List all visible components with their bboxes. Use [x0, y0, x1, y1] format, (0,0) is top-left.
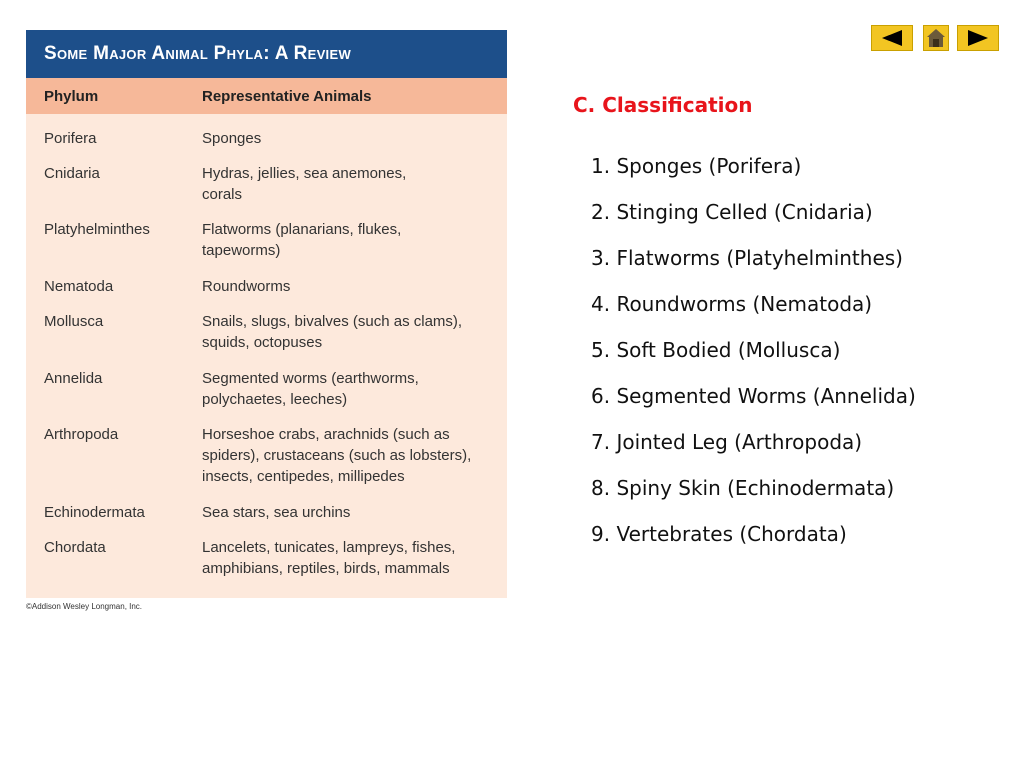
phylum-cell: Platyhelminthes	[44, 221, 150, 238]
phylum-cell: Chordata	[44, 539, 106, 556]
animals-cell: Horseshoe crabs, arachnids (such as spiders), crustaceans (such as lobsters), insects, centipedes, millipedes	[202, 426, 472, 485]
header-phylum: Phylum	[44, 87, 99, 105]
animal-phyla-table	[26, 30, 507, 598]
phylum-cell: Nematoda	[44, 278, 114, 295]
table-header-row	[26, 78, 507, 114]
animals-cell: Flatworms (planarians, flukes, tapeworms)	[202, 221, 402, 259]
animals-cell: Hydras, jellies, sea anemones, corals	[202, 165, 407, 203]
classification-item: 3. Flatworms (Platyhelminthes)	[591, 246, 903, 270]
classification-item: 6. Segmented Worms (Annelida)	[591, 384, 916, 408]
classification-item: 7. Jointed Leg (Arthropoda)	[591, 430, 863, 454]
classification-item: 4. Roundworms (Nematoda)	[591, 292, 873, 316]
phylum-cell: Mollusca	[44, 313, 104, 330]
animals-cell: Sea stars, sea urchins	[202, 504, 351, 521]
animals-cell: Snails, slugs, bivalves (such as clams), squids, octopuses	[202, 313, 463, 351]
animals-cell: Lancelets, tunicates, lampreys, fishes, amphibians, reptiles, birds, mammals	[202, 539, 456, 577]
classification-item: 5. Soft Bodied (Mollusca)	[591, 338, 841, 362]
classification-item: 9. Vertebrates (Chordata)	[591, 522, 847, 546]
classification-item: 2. Stinging Celled (Cnidaria)	[591, 200, 873, 224]
header-representative-animals: Representative Animals	[202, 87, 372, 105]
animals-cell: Roundworms	[202, 278, 291, 295]
classification-item: 8. Spiny Skin (Echinodermata)	[591, 476, 895, 500]
classification-list	[591, 150, 916, 564]
house-icon	[926, 28, 946, 48]
table-title: Some Major Animal Phyla: A Review	[26, 30, 507, 78]
phylum-cell: Cnidaria	[44, 165, 100, 182]
animals-cell: Segmented worms (earthworms, polychaetes, leeches)	[202, 370, 419, 408]
phylum-cell: Porifera	[44, 130, 97, 147]
animals-cell: Sponges	[202, 130, 262, 147]
triangle-left-icon	[880, 30, 904, 46]
copyright-notice: ©Addison Wesley Longman, Inc.	[26, 602, 143, 611]
phylum-cell: Arthropoda	[44, 426, 119, 443]
phylum-cell: Echinodermata	[44, 504, 145, 521]
previous-slide-button[interactable]	[871, 25, 913, 51]
next-slide-button[interactable]	[957, 25, 999, 51]
phylum-cell: Annelida	[44, 370, 103, 387]
triangle-right-icon	[966, 30, 990, 46]
home-button[interactable]	[923, 25, 949, 51]
classification-item: 1. Sponges (Porifera)	[591, 154, 802, 178]
section-title: C. Classification	[573, 93, 753, 117]
